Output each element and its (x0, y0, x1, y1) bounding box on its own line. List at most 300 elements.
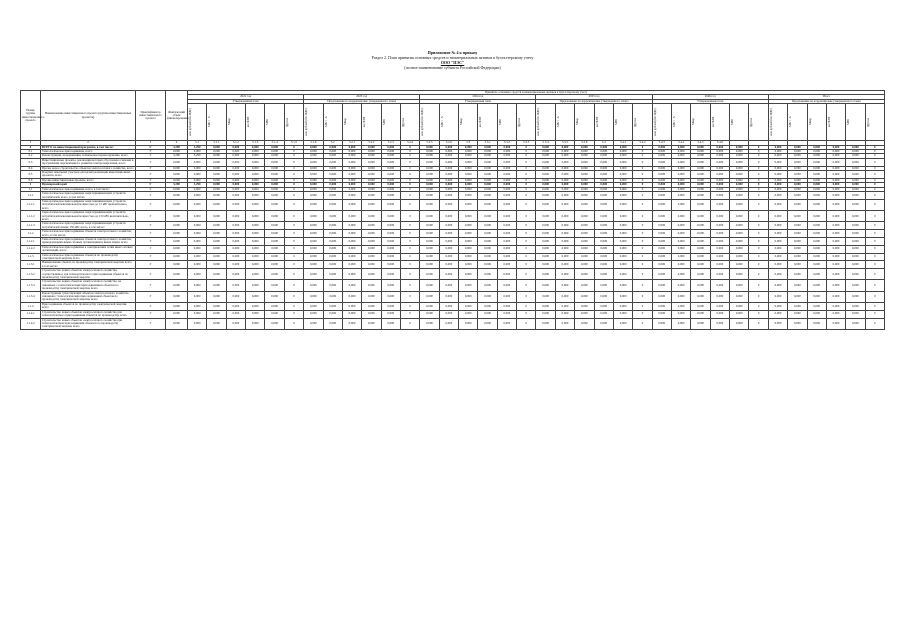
table-row (21, 269, 885, 280)
row-value: 0,000 (188, 269, 207, 280)
row-number: 1.1.3.2 (21, 269, 41, 280)
row-value: 0,000 (671, 237, 690, 245)
row-value: 0 (517, 187, 536, 191)
row-value: 0,000 (226, 154, 245, 158)
row-value: 0,000 (691, 318, 710, 329)
row-value: 0,000 (226, 302, 245, 310)
header-unit-label: км ЛЭП (478, 117, 483, 128)
row-value: 0,000 (381, 269, 400, 280)
row-value: 0,000 (555, 199, 574, 210)
row-value: 0,000 (826, 302, 845, 310)
row-value: 0 (400, 310, 419, 318)
row-identifier: Г (136, 237, 166, 245)
header-unit-label: км ЛЭП (594, 117, 599, 128)
index-cell: 5.2.5 (420, 141, 439, 145)
row-value: 3,290 (188, 154, 207, 158)
row-financing: 0,000 (166, 211, 188, 222)
row-value: 0 (749, 178, 768, 182)
row-value: 0,000 (323, 199, 342, 210)
row-value: 0,000 (265, 171, 284, 179)
row-value: 0 (517, 211, 536, 222)
index-cell: 2 (41, 141, 136, 145)
row-value: 0,000 (246, 237, 265, 245)
row-value: 0 (517, 318, 536, 329)
row-value: 0,000 (420, 187, 439, 191)
row-financing: 0,000 (166, 291, 188, 302)
row-value: 0,000 (226, 291, 245, 302)
row-value: 0,000 (788, 318, 807, 329)
row-value: 0,000 (536, 310, 555, 318)
row-financing: 0,000 (166, 310, 188, 318)
row-value: 0,000 (497, 222, 516, 230)
row-value: 0,000 (594, 166, 613, 170)
row-value: 0,000 (207, 291, 226, 302)
row-value: 0,000 (478, 230, 497, 238)
row-value: 0,000 (323, 222, 342, 230)
header-project-id: Идентификатор инвестиционного проекта (136, 91, 166, 141)
row-value: 0,000 (807, 230, 826, 238)
row-value: 0,000 (575, 166, 594, 170)
row-value: 0,000 (575, 253, 594, 261)
row-value: 0 (749, 318, 768, 329)
row-value: 0,000 (246, 222, 265, 230)
row-identifier: Г (136, 171, 166, 179)
row-value: 0,000 (207, 183, 226, 187)
row-value: 0,000 (207, 253, 226, 261)
row-value: 0,000 (265, 237, 284, 245)
row-value: 0,000 (342, 253, 361, 261)
row-value: 0,000 (265, 318, 284, 329)
row-value: 0 (865, 280, 884, 291)
header-unit-label: млн рублей (без НДС) (768, 108, 773, 137)
row-value: 0,000 (207, 261, 226, 269)
row-value: 0,000 (362, 302, 381, 310)
row-value: 0,000 (323, 237, 342, 245)
table-row (21, 302, 885, 310)
row-value: 0,000 (788, 158, 807, 166)
row-value: 0,000 (536, 192, 555, 200)
row-identifier: Г (136, 145, 166, 149)
row-value: 0,000 (362, 253, 381, 261)
header-group-number: Номер группы инвестиционного проекта (21, 91, 41, 141)
row-value: 0,000 (265, 187, 284, 191)
row-name: Реконструкция, модернизация, техническое перевооружение, всего (41, 154, 136, 158)
row-value: 0,000 (671, 199, 690, 210)
row-value: 0,000 (555, 150, 574, 154)
row-value: 0,000 (652, 310, 671, 318)
row-value: 0,000 (497, 183, 516, 187)
row-identifier: Г (136, 302, 166, 310)
row-value: 0,000 (691, 171, 710, 179)
row-value: 0 (749, 245, 768, 253)
row-value: 0,000 (710, 187, 729, 191)
row-value: 0,000 (420, 280, 439, 291)
row-value: 0 (400, 318, 419, 329)
row-value: 0,000 (536, 166, 555, 170)
row-value: 0,000 (788, 261, 807, 269)
row-value: 0,000 (768, 253, 787, 261)
row-value: 0 (633, 192, 652, 200)
row-value: 0 (284, 261, 303, 269)
row-value: 0,000 (575, 222, 594, 230)
row-value: 0,000 (846, 291, 865, 302)
row-value: 0,000 (478, 302, 497, 310)
index-cell: 5.1.6 (304, 141, 323, 145)
row-name: Прочее новое строительство объектов электросетевого хозяйства, всего (42, 165, 134, 170)
row-value: 0,000 (342, 269, 361, 280)
row-value: 0 (865, 187, 884, 191)
row-identifier: Г (136, 269, 166, 280)
organization-name: ООО "ПЭС" (440, 60, 465, 65)
row-value: 0 (865, 245, 884, 253)
index-cell: 5.3.3 (517, 141, 536, 145)
row-name: Реконструкция существующих объектов электросетевого хозяйства, связанная с технологическим присоединением объектов по производству электрической энергии, всего (41, 291, 136, 302)
row-financing: 0,000 (166, 222, 188, 230)
row-value: 0,000 (342, 154, 361, 158)
row-value: 0 (400, 158, 419, 166)
row-value: 0,000 (459, 171, 478, 179)
row-value: 0,000 (671, 280, 690, 291)
row-value: 0,000 (730, 171, 749, 179)
row-value: 0,000 (420, 178, 439, 182)
row-value: 0,000 (652, 280, 671, 291)
header-unit-label: Другое (749, 117, 754, 127)
row-value: 0 (749, 291, 768, 302)
row-value: 0,000 (594, 158, 613, 166)
row-value: 0,000 (536, 199, 555, 210)
row-value: 0 (517, 253, 536, 261)
header-unit-label: млн рублей (без НДС) (420, 108, 425, 137)
row-value: 0,000 (381, 192, 400, 200)
row-value: 0 (284, 291, 303, 302)
row-value: 0,000 (323, 261, 342, 269)
row-value: 0 (400, 199, 419, 210)
row-value: 0,000 (846, 166, 865, 170)
row-financing: 0,000 (166, 237, 188, 245)
header-unit-label: км ЛЭП (362, 117, 367, 128)
row-identifier: Г (136, 192, 166, 200)
row-value: 0 (400, 171, 419, 179)
header-unit (517, 104, 536, 141)
row-value: 0,000 (788, 302, 807, 310)
row-value: 0,000 (555, 211, 574, 222)
row-value: 0,000 (439, 183, 458, 187)
row-value: 0,000 (826, 187, 845, 191)
row-value: 0,000 (807, 158, 826, 166)
row-identifier: Г (136, 158, 166, 166)
row-value: 0 (517, 171, 536, 179)
header-unit (671, 104, 690, 141)
header-unit-label: МВт (497, 119, 502, 126)
header-unit-label: Другое (865, 117, 870, 127)
row-value: 0 (633, 318, 652, 329)
header-unit (284, 104, 303, 141)
row-value: 0,000 (671, 245, 690, 253)
table-row (21, 245, 885, 253)
row-value: 0,000 (730, 145, 749, 149)
row-value: 0,000 (807, 171, 826, 179)
table-row (21, 237, 885, 245)
row-value: 0,000 (710, 302, 729, 310)
row-number: 1.1.2.1 (21, 237, 41, 245)
header-unit (207, 104, 226, 141)
row-value: 0 (633, 291, 652, 302)
row-value: 0,000 (439, 237, 458, 245)
row-value: 0,000 (691, 150, 710, 154)
row-financing: 3,290 (166, 183, 188, 187)
row-number: 1 (21, 183, 41, 187)
row-value: 0,000 (459, 211, 478, 222)
row-value: 0,000 (807, 280, 826, 291)
row-value: 0,000 (497, 310, 516, 318)
row-value: 0,000 (478, 269, 497, 280)
row-value: 0,000 (439, 230, 458, 238)
row-value: 0 (749, 199, 768, 210)
row-value: 0,000 (730, 187, 749, 191)
header-unit-label: Мвар (342, 118, 347, 126)
header-unit-label: МВт (265, 119, 270, 126)
row-value: 0,000 (671, 253, 690, 261)
row-value: 0,000 (826, 166, 845, 170)
row-value: 0,000 (304, 253, 323, 261)
row-value: 0,000 (826, 192, 845, 200)
row-value: 0 (749, 192, 768, 200)
row-value: 0,000 (807, 261, 826, 269)
header-plan-1: Предложение по корректировке утвержденного плана (304, 99, 420, 103)
row-value: 0,000 (826, 183, 845, 187)
row-value: 0,000 (710, 199, 729, 210)
row-value: 0 (633, 230, 652, 238)
row-value: 0,000 (459, 237, 478, 245)
row-value: 0,000 (439, 253, 458, 261)
row-value: 0,000 (304, 230, 323, 238)
row-value: 0,000 (226, 261, 245, 269)
row-value: 0,000 (768, 166, 787, 170)
row-value: 0,000 (594, 150, 613, 154)
row-value: 0 (749, 237, 768, 245)
row-number: 0.1 (21, 150, 41, 154)
row-value: 0,000 (575, 154, 594, 158)
row-value: 0,000 (652, 178, 671, 182)
row-value: 0,000 (671, 318, 690, 329)
index-cell: 5.4.3 (652, 141, 671, 145)
row-number: 1.1.2 (21, 230, 41, 238)
row-value: 0,000 (768, 154, 787, 158)
row-value: 0,000 (304, 166, 323, 170)
row-value: 0,000 (768, 310, 787, 318)
row-value: 0,000 (613, 158, 632, 166)
row-value: 0,000 (381, 310, 400, 318)
header-unit-label: км ЛЭП (710, 117, 715, 128)
row-value: 0,000 (555, 245, 574, 253)
row-value: 0 (517, 291, 536, 302)
row-value: 0,000 (304, 237, 323, 245)
row-value: 0,000 (439, 192, 458, 200)
row-number: 0 (21, 145, 41, 149)
row-value: 0,000 (381, 302, 400, 310)
row-value: 0,000 (362, 199, 381, 210)
row-value: 0,000 (536, 291, 555, 302)
row-value: 0 (400, 291, 419, 302)
row-value: 0,000 (671, 302, 690, 310)
row-value: 0 (284, 150, 303, 154)
row-value: 0 (749, 183, 768, 187)
row-value: 0,000 (265, 302, 284, 310)
row-value: 0,000 (691, 253, 710, 261)
row-value: 0,000 (691, 192, 710, 200)
table-row (21, 318, 885, 329)
row-value: 0,000 (207, 245, 226, 253)
row-value: 0,000 (459, 199, 478, 210)
row-value: 0,000 (826, 318, 845, 329)
row-value: 0,000 (768, 150, 787, 154)
row-value: 0 (633, 237, 652, 245)
row-value: 0,000 (439, 199, 458, 210)
row-value: 0,000 (730, 318, 749, 329)
row-value: 0,000 (459, 178, 478, 182)
table-row (21, 261, 885, 269)
header-plan-5: Предложение по корректировке утвержденного плана (768, 99, 884, 103)
row-identifier: Г (136, 178, 166, 182)
row-value: 0,000 (246, 269, 265, 280)
table-row (21, 291, 885, 302)
row-value: 0,000 (323, 318, 342, 329)
row-value: 0,000 (575, 192, 594, 200)
table-row (21, 253, 885, 261)
row-value: 0,000 (652, 199, 671, 210)
row-identifier: Г (136, 150, 166, 154)
row-value: 0 (284, 318, 303, 329)
row-value: 0,000 (459, 145, 478, 149)
row-value: 0 (400, 302, 419, 310)
row-value: 0 (400, 261, 419, 269)
row-value: 0,000 (497, 171, 516, 179)
table-row (21, 158, 885, 166)
row-value: 0,000 (768, 245, 787, 253)
row-value: 0,000 (768, 261, 787, 269)
row-value: 0,000 (826, 291, 845, 302)
row-value: 0,000 (826, 269, 845, 280)
row-value: 0,000 (846, 154, 865, 158)
row-value: 0,000 (594, 154, 613, 158)
row-value: 0,000 (846, 158, 865, 166)
row-name: Присоединение объектов по производству электрической энергии, всего (41, 302, 136, 310)
row-value: 0,000 (671, 261, 690, 269)
row-value: 0,000 (207, 166, 226, 170)
row-value: 0,000 (188, 166, 207, 170)
row-value: 0,000 (710, 291, 729, 302)
row-value: 0,000 (207, 154, 226, 158)
row-value: 0,000 (788, 150, 807, 154)
row-value: 0,000 (846, 302, 865, 310)
row-value: 0,000 (575, 211, 594, 222)
row-value: 0,000 (381, 166, 400, 170)
row-value: 0,000 (497, 269, 516, 280)
row-value: 0 (517, 183, 536, 187)
row-value: 0 (400, 183, 419, 187)
index-cell: 5.2.2 (362, 141, 381, 145)
row-value: 0,000 (188, 310, 207, 318)
row-number: 1.1.2.2 (21, 245, 41, 253)
row-value: 0,000 (188, 199, 207, 210)
row-value: 0,000 (439, 280, 458, 291)
row-value: 0,000 (710, 145, 729, 149)
row-value: 0 (517, 199, 536, 210)
row-value: 0 (400, 145, 419, 149)
row-value: 0,000 (536, 280, 555, 291)
row-value: 0,000 (613, 269, 632, 280)
row-value: 0,000 (710, 318, 729, 329)
row-value: 0,000 (304, 310, 323, 318)
row-value: 0,000 (265, 280, 284, 291)
row-value: 0 (284, 230, 303, 238)
row-value: 0,000 (555, 302, 574, 310)
row-value: 0,000 (575, 230, 594, 238)
row-value: 0 (284, 280, 303, 291)
row-value: 0,000 (323, 192, 342, 200)
row-value: 0,000 (826, 145, 845, 149)
table-row (21, 222, 885, 230)
row-value: 0 (284, 145, 303, 149)
row-value: 0,000 (768, 183, 787, 187)
row-value: 0,000 (497, 291, 516, 302)
row-value: 0,000 (188, 291, 207, 302)
row-value: 0 (633, 166, 652, 170)
row-number: 1.1.1 (21, 192, 41, 200)
row-value: 0 (865, 253, 884, 261)
row-value: 0,000 (652, 318, 671, 329)
row-value: 0,000 (613, 245, 632, 253)
row-identifier: Г (136, 291, 166, 302)
row-value: 0,000 (381, 291, 400, 302)
row-value: 0,000 (362, 154, 381, 158)
row-value: 0,000 (497, 187, 516, 191)
row-value: 0,000 (555, 230, 574, 238)
row-value: 0,000 (594, 261, 613, 269)
row-value: 0,000 (381, 199, 400, 210)
row-value: 0,000 (246, 166, 265, 170)
row-value: 0,000 (478, 261, 497, 269)
index-cell: 4 (166, 141, 188, 145)
table-row (21, 230, 885, 238)
row-value: 0,000 (439, 302, 458, 310)
row-name: Технологическое присоединение, всего, в том числе: (41, 187, 136, 191)
row-value: 0,000 (439, 145, 458, 149)
row-value: 0,000 (459, 291, 478, 302)
row-value: 0,000 (594, 291, 613, 302)
row-value: 0,000 (826, 253, 845, 261)
row-value: 0,000 (575, 310, 594, 318)
row-value: 0,000 (788, 230, 807, 238)
row-value: 0 (517, 302, 536, 310)
row-value: 0,000 (846, 310, 865, 318)
row-value: 0,000 (846, 187, 865, 191)
index-cell: 5.2.6 (439, 141, 458, 145)
row-value: 0,000 (613, 150, 632, 154)
row-value: 0,000 (826, 222, 845, 230)
row-value: 0,000 (710, 211, 729, 222)
row-value: 0,000 (420, 166, 439, 170)
row-value: 0,000 (362, 230, 381, 238)
row-value: 0,000 (459, 302, 478, 310)
row-value: 0,000 (381, 253, 400, 261)
row-value: 0,000 (671, 145, 690, 149)
row-value: 0,000 (246, 245, 265, 253)
header-year-3: 2025 год (536, 95, 652, 99)
row-value: 0,000 (323, 280, 342, 291)
table-row (21, 199, 885, 210)
index-cell: 1 (21, 141, 41, 145)
